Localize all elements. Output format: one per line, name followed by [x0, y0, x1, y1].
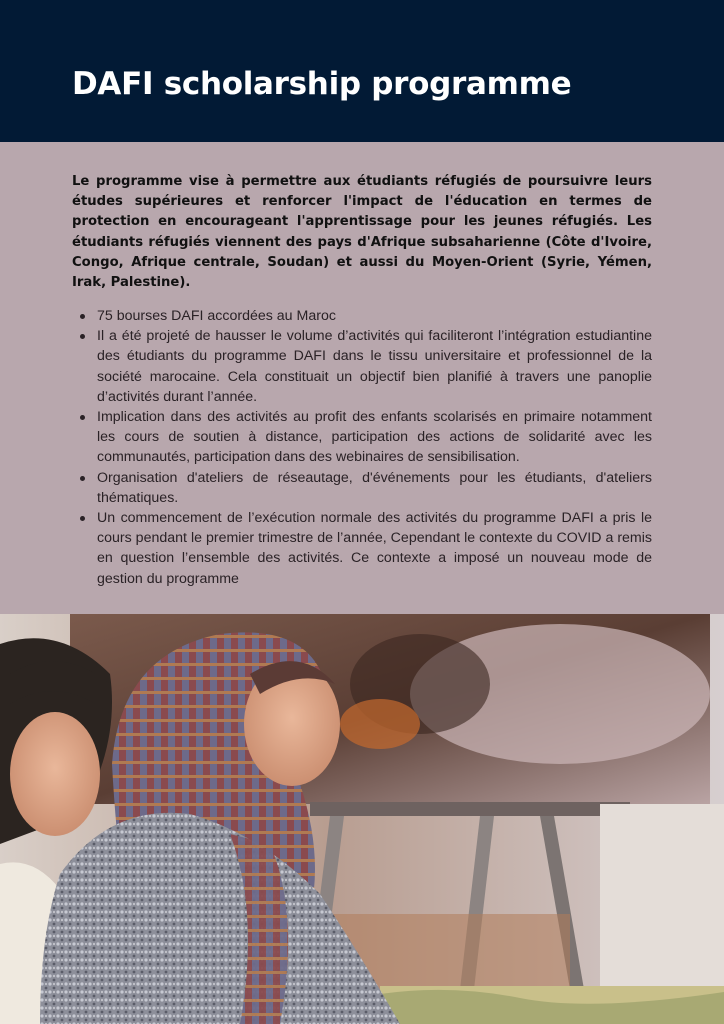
bullet-item: [97, 468, 652, 508]
bullet-dot-icon: [80, 516, 85, 521]
bullet-item: [97, 306, 652, 326]
bullet-text: 75 bourses DAFI accordées au Maroc: [97, 308, 336, 324]
bullet-item: [97, 326, 652, 407]
bullet-dot-icon: [80, 476, 85, 481]
bullet-item: [97, 407, 652, 468]
bullet-dot-icon: [80, 334, 85, 339]
photo-students: [0, 614, 724, 1024]
bullet-text: Un commencement de l’exécution normale des activités du programme DAFI a pris le cours pendant le premier trimestre de l’année, Cependant le contexte du COVID a remis en question l’ensemble des activités. Ce contexte a imposé un nouveau mode de gestion du programme: [97, 510, 652, 587]
bullet-text: Il a été projeté de hausser le volume d’activités qui faciliteront l’intégration estudiantine des étudiants du programme DAFI dans le tissu universitaire et professionnel de la société marocaine. Cela constituait un objectif bien planifié à travers une panoplie d’activités durant l’année.: [97, 328, 652, 405]
bullet-text: Organisation d'ateliers de réseautage, d'événements pour les étudiants, d'ateliers thématiques.: [97, 469, 652, 506]
bullet-item: [97, 508, 652, 589]
bullet-dot-icon: [80, 314, 85, 319]
bullet-list: [72, 306, 652, 589]
intro-paragraph: Le programme vise à permettre aux étudiants réfugiés de poursuivre leurs études supérieures et renforcer l'impact de l'éducation en termes de protection en encourageant l'apprentissage pour les jeunes réfugiés. Les étudiants réfugiés viennent des pays d'Afrique subsaharienne (Côte d'Ivoire, Congo, Afrique centrale, Soudan) et aussi du Moyen-Orient (Syrie, Yémen, Irak, Palestine).: [72, 174, 652, 291]
bullet-text: Implication dans des activités au profit des enfants scolarisés en primaire notamment les cours de soutien à distance, participation des actions de solidarité avec les communautés, participation dans des webinaires de sensibilisation.: [97, 409, 652, 466]
content-section: [0, 142, 724, 614]
bullet-dot-icon: [80, 415, 85, 420]
header-banner: [0, 0, 724, 142]
page-title: DAFI scholarship programme: [72, 66, 572, 102]
